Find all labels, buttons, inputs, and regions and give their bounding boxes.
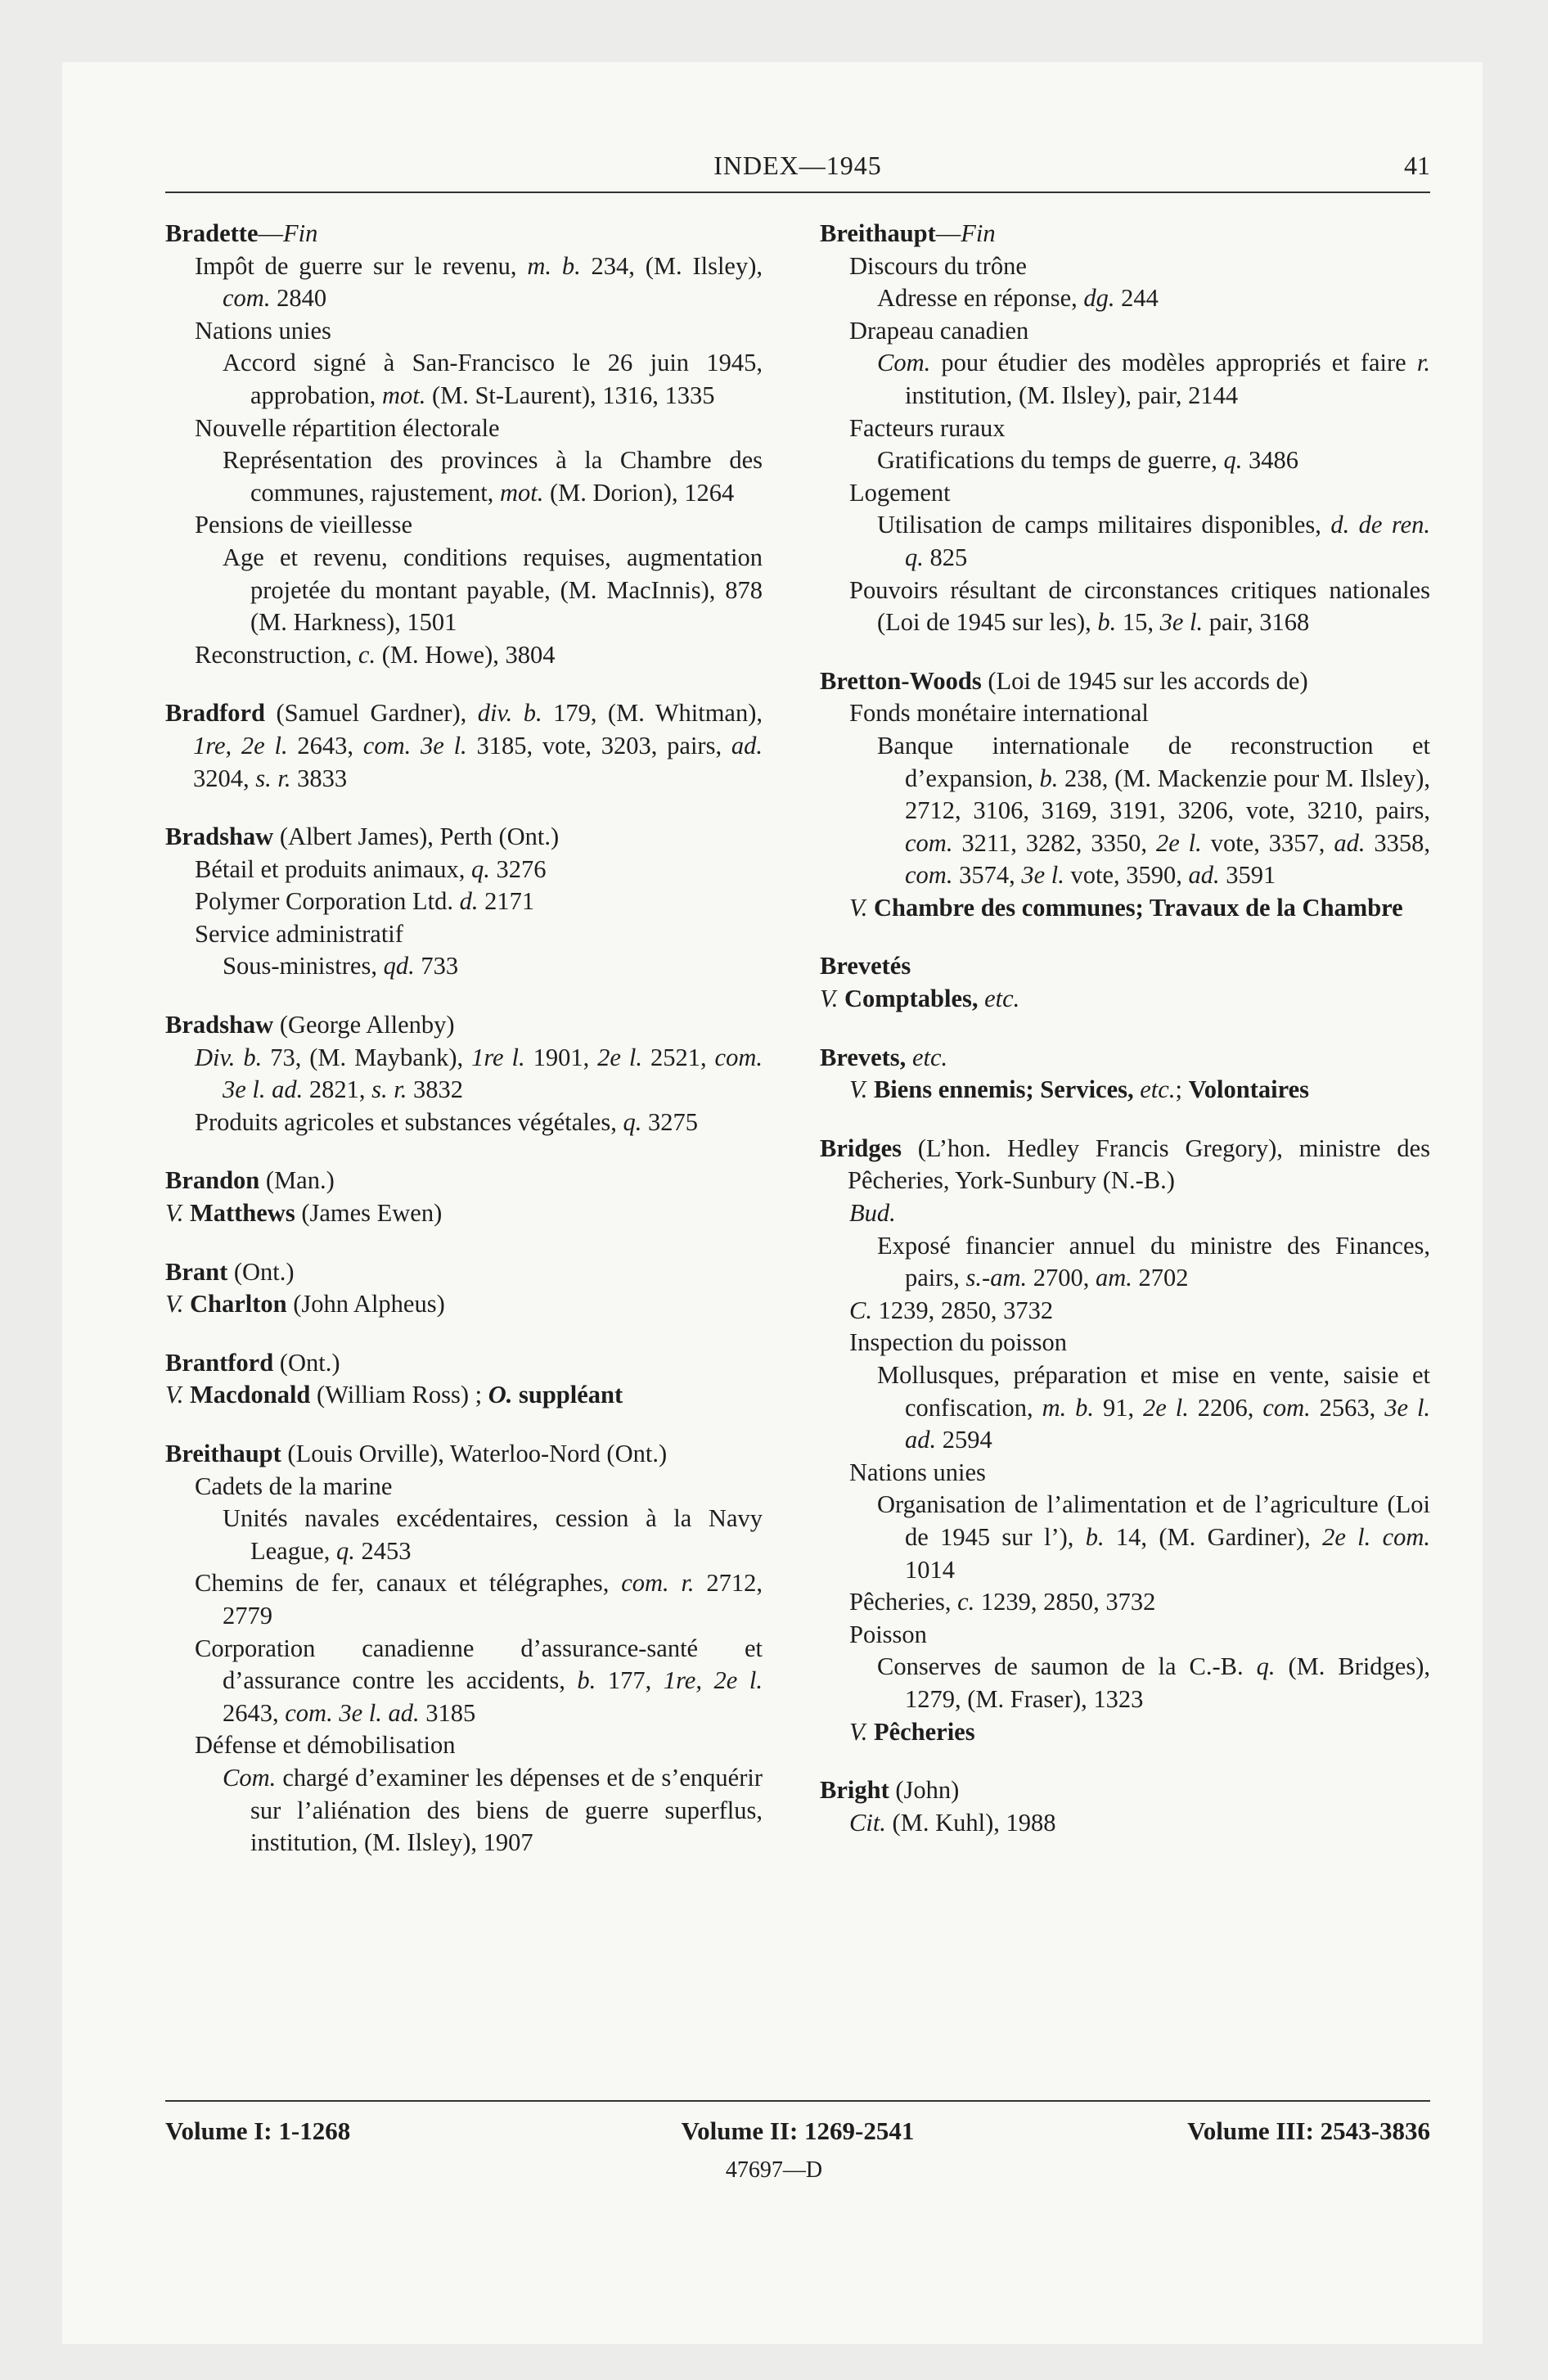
running-title: INDEX—1945 — [713, 151, 882, 180]
entry-text: s.-am. — [965, 1264, 1028, 1292]
entry-text: V. — [165, 1381, 190, 1409]
entry-text: Charlton — [189, 1290, 287, 1318]
index-entry — [165, 1438, 763, 1859]
entry-subline — [820, 1359, 1430, 1457]
entry-text: Bradshaw — [165, 1011, 274, 1039]
index-entry — [165, 697, 763, 795]
entry-subline — [820, 892, 1430, 925]
entry-text: q. — [336, 1536, 355, 1565]
entry-text: 15, — [1116, 608, 1160, 637]
entry-text: vote, 3590, — [1064, 861, 1189, 890]
entry-subline — [165, 347, 763, 412]
entry-text: com. 3e l. — [362, 731, 467, 760]
index-entry — [820, 1042, 1430, 1107]
entry-text — [906, 1044, 912, 1071]
entry-text: 2702 — [1132, 1264, 1189, 1292]
entry-subline — [165, 1633, 763, 1730]
entry-text: Fin — [961, 219, 996, 247]
entry-subline — [165, 854, 763, 886]
entry-subline — [820, 697, 1430, 730]
entry-text: (M. Dorion), 1264 — [543, 478, 735, 507]
entry-subline — [165, 315, 763, 348]
index-entry — [820, 1133, 1430, 1748]
entry-subline — [165, 1729, 763, 1762]
entry-text: Nouvelle répartition électorale — [195, 413, 500, 442]
entry-subline — [165, 1107, 763, 1139]
entry-text: suppléant — [519, 1381, 623, 1409]
entry-text: (L’hon. Hedley Francis Gregory), ministre des Pêcheries, York-Sunbury (N.-B.) — [848, 1134, 1430, 1195]
entry-heading — [165, 1379, 763, 1412]
entry-text: Corporation canadienne d’assurance-santé et d’assurance contre les accidents, — [195, 1634, 763, 1695]
entry-text: 1re, 2e l. — [193, 731, 288, 760]
entry-text: s. r. — [371, 1075, 407, 1104]
entry-text: Breithaupt — [820, 219, 936, 247]
entry-text: (Man.) — [259, 1166, 335, 1195]
entry-text: pour étudier des modèles appropriés et faire — [930, 349, 1417, 377]
entry-text: — — [258, 219, 283, 247]
entry-text: 3211, 3282, 3350, — [952, 828, 1156, 857]
entry-text: pair, 3168 — [1203, 608, 1310, 637]
entry-text: (M. St-Laurent), 1316, 1335 — [425, 381, 715, 409]
entry-text: 177, — [596, 1666, 664, 1695]
entry-text: 3275 — [641, 1107, 698, 1136]
entry-text: 2821, — [303, 1075, 372, 1104]
entry-text: q. — [1256, 1652, 1276, 1681]
entry-text: 825 — [923, 543, 968, 571]
entry-subline — [165, 886, 763, 918]
entry-subline — [820, 575, 1430, 639]
entry-heading — [820, 1133, 1430, 1197]
entry-text: d. — [459, 887, 479, 916]
entry-text: Banque internationale de reconstruction et d’expansion, — [877, 731, 1430, 792]
entry-text: Fin — [282, 219, 318, 247]
entry-text: Com. — [223, 1763, 277, 1792]
entry-text — [978, 985, 984, 1012]
entry-subline — [165, 950, 763, 983]
entry-text: 2e l. — [597, 1043, 643, 1071]
entry-text: Bright — [820, 1776, 889, 1805]
index-entry — [820, 218, 1430, 639]
entry-subline — [820, 1651, 1430, 1715]
entry-text: vote, 3357, — [1201, 828, 1334, 857]
entry-text: (Loi de 1945 sur les accords de) — [981, 666, 1308, 695]
entry-text: Utilisation de camps militaires disponibles, — [877, 511, 1331, 539]
entry-text: d. de ren. q. — [905, 511, 1431, 571]
entry-subline — [820, 1619, 1430, 1652]
entry-text: V. — [849, 1717, 874, 1746]
entry-subline — [820, 1197, 1430, 1230]
entry-text: s. r. — [255, 764, 291, 792]
entry-subline — [165, 1471, 763, 1503]
entry-text: V. — [165, 1290, 190, 1318]
entry-text: 1901, — [524, 1043, 598, 1071]
entry-text: Défense et démobilisation — [195, 1731, 456, 1760]
entry-text: Cadets de la marine — [195, 1472, 393, 1500]
entry-text: V. — [165, 1199, 190, 1228]
entry-text: 1239, 2850, 3732 — [871, 1296, 1054, 1324]
entry-text: Brant — [165, 1257, 228, 1286]
entry-subline — [820, 1327, 1430, 1359]
entry-text: 3591 — [1219, 861, 1276, 890]
index-entry — [165, 1009, 763, 1138]
entry-heading — [165, 1438, 763, 1471]
page-footer — [165, 2100, 1430, 2145]
entry-text: 3358, — [1365, 828, 1431, 857]
entry-text: 2643, — [223, 1698, 286, 1727]
entry-text: (Louis Orville), Waterloo-Nord (Ont.) — [281, 1440, 668, 1467]
entry-text: Service administratif — [195, 919, 403, 948]
entry-text: q. — [1223, 446, 1243, 475]
entry-subline — [165, 412, 763, 445]
entry-subline — [820, 282, 1430, 315]
entry-text: Produits agricoles et substances végétales, — [195, 1107, 623, 1136]
entry-text: Discours du trône — [849, 251, 1027, 280]
entry-text: Macdonald — [189, 1381, 311, 1409]
entry-text: Bradette — [165, 219, 259, 247]
index-entry — [820, 950, 1430, 1015]
entry-text: div. b. — [477, 699, 542, 728]
entry-text: 91, — [1094, 1393, 1144, 1422]
entry-text: ad. — [1334, 828, 1366, 857]
entry-text: V. — [820, 985, 844, 1013]
entry-heading — [165, 697, 763, 795]
entry-text: 1re, 2e l. — [663, 1666, 763, 1695]
entry-text: 3185 — [419, 1698, 476, 1727]
entry-subline — [165, 639, 763, 672]
entry-subline — [820, 477, 1430, 510]
entry-text: 3832 — [407, 1075, 463, 1104]
entry-subline — [820, 1807, 1430, 1840]
entry-subline — [820, 509, 1430, 574]
entry-text: — — [935, 219, 961, 247]
entry-text: Unités navales excédentaires, cession à la Navy League, — [223, 1504, 763, 1565]
entry-subline — [165, 1503, 763, 1567]
entry-text: b. — [1097, 608, 1117, 637]
entry-text: Pêcheries — [873, 1717, 975, 1746]
entry-text: r. — [1416, 349, 1430, 377]
entry-text: Bridges — [820, 1134, 902, 1162]
entry-text: Nations unies — [849, 1458, 986, 1486]
volume-1-range: Volume I: 1-1268 — [165, 2116, 351, 2145]
entry-text: Impôt de guerre sur le revenu, — [195, 251, 528, 280]
entry-text: 2e l. — [1143, 1393, 1189, 1422]
entry-text: (George Allenby) — [273, 1011, 455, 1039]
entry-text: 2643, — [287, 731, 363, 760]
entry-text: 1014 — [905, 1555, 955, 1584]
entry-text: (M. Kuhl), 1988 — [885, 1808, 1056, 1837]
entry-text: com. — [1262, 1393, 1311, 1422]
entry-subline — [820, 315, 1430, 348]
entry-text: Chemins de fer, canaux et télégraphes, — [195, 1569, 622, 1598]
entry-text: b. — [1085, 1522, 1105, 1551]
entry-text: 179, (M. Whitman), — [542, 699, 763, 728]
entry-text: Brevets, — [820, 1043, 907, 1071]
entry-text: 3e l. — [1159, 608, 1204, 637]
entry-text: (John Alpheus) — [286, 1290, 445, 1318]
entry-subline — [820, 412, 1430, 445]
entry-subline — [820, 1489, 1430, 1586]
entry-text: 3204, — [193, 764, 256, 792]
entry-text: Brandon — [165, 1166, 260, 1195]
index-entry — [820, 1774, 1430, 1839]
entry-text: (M. Bridges), 1279, (M. Fraser), 1323 — [905, 1652, 1430, 1713]
entry-text: Breithaupt — [165, 1440, 281, 1467]
entry-text: Fonds monétaire international — [849, 699, 1149, 728]
entry-subline — [820, 1295, 1430, 1327]
entry-text: Facteurs ruraux — [849, 413, 1006, 442]
entry-text: 238, (M. Mackenzie pour M. Ilsley), 2712, 3106, 3169, 3191, 3206, vote, 3210, pairs, — [905, 764, 1430, 825]
entry-text: b. — [1039, 764, 1059, 792]
entry-text: (Ont.) — [273, 1348, 340, 1377]
volume-3-range: Volume III: 2543-3836 — [1187, 2116, 1430, 2145]
index-entry — [165, 1165, 763, 1229]
page-header — [165, 146, 1430, 193]
entry-subline — [820, 444, 1430, 477]
entry-subline — [820, 1716, 1430, 1749]
entry-subline — [165, 250, 763, 315]
entry-text: q. — [470, 854, 490, 883]
entry-text: Gratifications du temps de guerre, — [877, 446, 1224, 475]
entry-text: Sous-ministres, — [223, 952, 384, 980]
entry-subline — [165, 918, 763, 951]
entry-text: 3833 — [290, 764, 348, 792]
printer-code: 47697—D — [725, 2157, 823, 2183]
index-entry — [165, 218, 763, 671]
entry-text: Pensions de vieillesse — [195, 511, 412, 539]
entry-text: institution, (M. Ilsley), pair, 2144 — [905, 381, 1239, 409]
entry-text — [512, 1381, 519, 1409]
entry-heading — [165, 1009, 763, 1042]
entry-heading — [165, 1347, 763, 1380]
entry-text: Accord signé à San-Francisco le 26 juin 1945, approbation, — [223, 349, 763, 409]
entry-subline — [165, 1762, 763, 1859]
entry-text: Bretton-Woods — [820, 666, 982, 695]
entry-subline — [820, 250, 1430, 283]
entry-subline — [820, 730, 1430, 892]
entry-text: Matthews — [189, 1199, 295, 1228]
entry-text: c. — [358, 640, 376, 669]
entry-text: ad. — [1188, 861, 1220, 890]
entry-text: etc. — [911, 1043, 948, 1071]
entry-text: Conserves de saumon de la C.-B. — [877, 1652, 1257, 1681]
entry-text: Adresse en réponse, — [877, 284, 1084, 313]
entry-text: 2453 — [354, 1536, 412, 1565]
entry-text: m. b. — [1042, 1393, 1095, 1422]
entry-text: 2206, — [1188, 1393, 1263, 1422]
entry-text: Bud. — [849, 1199, 896, 1228]
entry-text: ad. — [731, 731, 763, 760]
entry-text: (James Ewen) — [295, 1199, 443, 1228]
entry-heading — [165, 1197, 763, 1230]
entry-text: V. — [849, 893, 874, 922]
entry-subline — [165, 1042, 763, 1107]
entry-text: 3185, vote, 3203, pairs, — [466, 731, 731, 760]
entry-text: Logement — [849, 478, 951, 507]
entry-heading — [165, 1288, 763, 1321]
entry-text: 3574, — [952, 861, 1022, 890]
entry-text: Pêcheries, — [849, 1588, 958, 1616]
entry-text: Brevetés — [820, 952, 911, 980]
entry-text: am. — [1095, 1264, 1132, 1292]
entry-text: chargé d’examiner les dépenses et de s’enquérir sur l’aliénation des biens de guerre superflus, institution, (M. Ilsley), 1907 — [250, 1763, 763, 1857]
entry-text: 3e l. — [1021, 861, 1064, 890]
entry-subline — [820, 1074, 1430, 1107]
entry-text: (William Ross) ; — [310, 1381, 488, 1409]
entry-text: 2e l. com. — [1322, 1522, 1431, 1551]
entry-text: Chambre des communes; Travaux de la Chambre — [873, 893, 1403, 922]
entry-text: etc. — [1140, 1075, 1176, 1104]
entry-text: etc. — [984, 985, 1020, 1013]
entry-subline — [820, 1586, 1430, 1619]
entry-text: C. — [849, 1296, 872, 1324]
entry-text: Cit. — [849, 1808, 886, 1837]
entry-subline — [165, 1567, 763, 1632]
entry-text: 14, (M. Gardiner), — [1104, 1522, 1323, 1551]
entry-text: (Samuel Gardner), — [265, 699, 478, 728]
entry-heading — [820, 950, 1430, 983]
entry-text: Mollusques, préparation et mise en vente, saisie et confiscation, — [877, 1361, 1430, 1422]
entry-text: Comptables, — [844, 985, 979, 1013]
right-column — [820, 218, 1430, 1865]
entry-text: Polymer Corporation Ltd. — [195, 887, 460, 916]
entry-text: q. — [623, 1107, 642, 1136]
entry-text: Brantford — [165, 1348, 274, 1377]
entry-text: Inspection du poisson — [849, 1328, 1068, 1357]
entry-text: 1re l. — [471, 1043, 525, 1071]
entry-text: mot. — [381, 381, 426, 409]
entry-text: 2594 — [936, 1426, 992, 1454]
entry-text: Volontaires — [1188, 1075, 1309, 1104]
entry-text: Bétail et produits animaux, — [195, 854, 471, 883]
entry-subline — [820, 347, 1430, 412]
entry-text: (John) — [889, 1776, 960, 1805]
entry-text: 2712, 2779 — [223, 1569, 763, 1629]
entry-text: 1239, 2850, 3732 — [974, 1588, 1156, 1616]
entry-text: 2563, — [1310, 1393, 1385, 1422]
entry-text: (Ont.) — [227, 1257, 295, 1286]
left-column — [165, 218, 763, 1886]
entry-text: 2700, — [1027, 1264, 1096, 1292]
entry-text: 733 — [414, 952, 459, 980]
entry-text: 73, (M. Maybank), — [262, 1043, 472, 1071]
entry-text: com. 3e l. ad. — [223, 1043, 763, 1104]
entry-text: com. — [905, 828, 953, 857]
entry-text: Poisson — [849, 1620, 927, 1648]
entry-text: Pouvoirs résultant de circonstances critiques nationales (Loi de 1945 sur les), — [849, 575, 1430, 637]
entry-subline — [820, 1230, 1430, 1295]
entry-text: ; — [1175, 1075, 1189, 1104]
entry-text: O. — [488, 1381, 513, 1409]
entry-text: Organisation de l’alimentation et de l’agriculture (Loi de 1945 sur l’), — [877, 1490, 1430, 1551]
entry-text: Age et revenu, conditions requises, augmentation projetée du montant payable, (M. MacInnis), 878 (M. Harkness), 1501 — [223, 543, 763, 637]
entry-text: m. b. — [527, 251, 581, 280]
entry-text: Exposé financier annuel du ministre des Finances, pairs, — [877, 1231, 1430, 1292]
entry-text: com. — [223, 284, 271, 313]
entry-heading — [820, 218, 1430, 250]
entry-subline — [165, 509, 763, 542]
index-entry — [165, 1256, 763, 1321]
entry-heading — [820, 1774, 1430, 1807]
entry-text: 2840 — [270, 284, 327, 313]
entry-text: com. 3e l. ad. — [285, 1698, 420, 1727]
entry-text: Bradshaw — [165, 823, 274, 851]
entry-text: 2e l. — [1155, 828, 1202, 857]
entry-text: V. — [849, 1075, 874, 1104]
entry-text: 244 — [1114, 284, 1159, 313]
entry-text: 2171 — [478, 887, 535, 916]
page-number: 41 — [1404, 151, 1430, 180]
entry-text: Bradford — [165, 699, 265, 728]
entry-heading — [820, 1042, 1430, 1075]
entry-heading — [165, 218, 763, 250]
entry-subline — [165, 542, 763, 639]
entry-text: com. — [905, 861, 953, 890]
entry-text: 234, (M. Ilsley), — [580, 251, 763, 280]
entry-text: com. r. — [621, 1569, 695, 1598]
entry-heading — [165, 1256, 763, 1289]
entry-text: Représentation des provinces à la Chambre des communes, rajustement, — [223, 446, 763, 507]
entry-text: mot. — [499, 478, 544, 507]
index-entry — [820, 665, 1430, 925]
entry-text: 2521, — [642, 1043, 715, 1071]
entry-heading — [165, 1165, 763, 1197]
entry-heading — [820, 983, 1430, 1016]
entry-text: Drapeau canadien — [849, 316, 1029, 345]
entry-text: 3e l. ad. — [905, 1393, 1431, 1454]
entry-text: Nations unies — [195, 316, 331, 345]
entry-text: b. — [577, 1666, 596, 1695]
entry-text: 3276 — [489, 854, 547, 883]
index-entry — [165, 1347, 763, 1412]
entry-subline — [820, 1457, 1430, 1490]
index-entry — [165, 821, 763, 983]
entry-subline — [165, 444, 763, 509]
entry-heading — [820, 665, 1430, 698]
entry-text: Biens ennemis; Services, — [873, 1075, 1134, 1104]
entry-text: (M. Howe), 3804 — [376, 640, 556, 669]
entry-text: c. — [957, 1588, 975, 1616]
entry-text: Com. — [877, 349, 931, 377]
volume-2-range: Volume II: 1269-2541 — [681, 2116, 915, 2145]
entry-text: Div. b. — [195, 1043, 263, 1071]
entry-text: qd. — [383, 952, 415, 980]
entry-text: (Albert James), Perth (Ont.) — [273, 823, 560, 851]
entry-text: 3486 — [1242, 446, 1298, 475]
entry-text: dg. — [1083, 284, 1115, 313]
entry-text: Reconstruction, — [195, 640, 358, 669]
entry-heading — [165, 821, 763, 854]
